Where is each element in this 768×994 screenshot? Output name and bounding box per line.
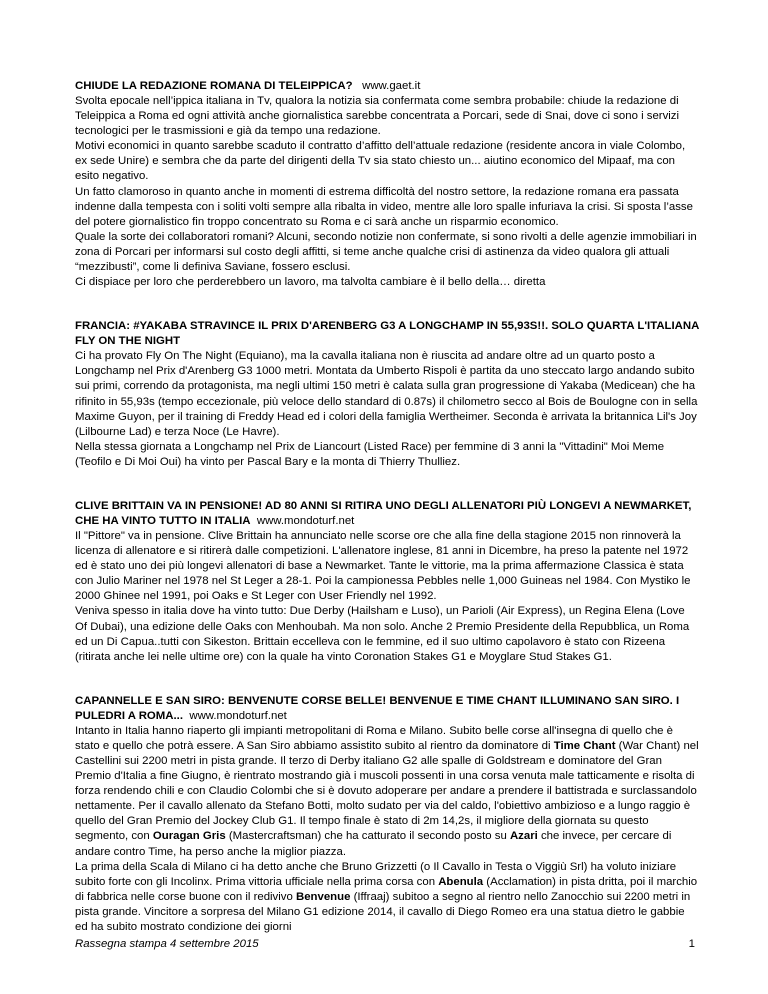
paragraph bbox=[75, 860, 699, 935]
horse-name: Abenula bbox=[438, 875, 484, 888]
text-run: (Mastercraftsman) che ha catturato il secondo posto su bbox=[225, 830, 510, 843]
paragraph: Il "Pittore" va in pensione. Clive Brittain ha annunciato nelle scorse ore che alla fine della stagione 2015 non rinnoverà la licenza di allenatore e si ritirerà dalle competizioni. L'allenatore inglese, 81 anni in Dicembre, ha preso la patente nel 1972 ed è stato uno dei più longevi allenatori di base a Newmarket. Tante le vittorie, ma la prima affermazione Classica è stata con Julio Mariner nel 1978 nel St Leger a 28-1. Poi la campionessa Pebbles nelle 1,000 Guineas nel 1984. Con Mystiko le 2000 Ghinee nel 1991, poi Oaks e St Leger con User Friendly nel 1992. bbox=[75, 529, 691, 603]
article-source: www.mondoturf.net bbox=[189, 709, 287, 722]
horse-name: Ouragan Gris bbox=[152, 830, 226, 843]
paragraph: Veniva spesso in italia dove ha vinto tutto: Due Derby (Hailsham e Luso), un Parioli (Air Express), un Regina Elena (Love Of Dubai), una edizione delle Oaks con Menhoubah. Ma non solo. Anche 2 Premio Presidente della Repubblica, un Roma ed un Di Capua..tutti con Sikeston. Brittain eccelleva con le femmine, ed il suo ultimo capolavoro è stato con Rizeena (ritirata anche lei nelle ultime ore) con la quale ha vinto Coronation Stakes G1 e Moyglare Stud Stakes G1. bbox=[75, 605, 690, 663]
page-number: 1 bbox=[688, 938, 695, 950]
horse-name: Benvenue bbox=[295, 890, 351, 903]
horse-name: Time Chant bbox=[553, 739, 616, 752]
paragraph: Ci dispiace per loro che perderebbero un lavoro, ma talvolta cambiare è il bello della… diretta bbox=[75, 276, 546, 289]
text-run: che invece, per cercare di andare contro Time, ha perso anche la miglior piazza. bbox=[75, 830, 672, 858]
article-source: www.mondoturf.net bbox=[256, 514, 355, 527]
paragraph: Quale la sorte dei collaboratori romani? Alcuni, secondo notizie non confermate, si sono rivolti a delle agenzie immobiliari in zona di Porcari per informarsi sul costo degli affitti, si teme anche qualche crisi di astinenza da video qualora gli attuali “mezzibusti”, come li definiva Saviane, fossero esclusi. bbox=[75, 230, 697, 274]
page-footer bbox=[75, 937, 695, 952]
text-run: Intanto in Italia hanno riaperto gli impianti metropolitani di Roma e Milano. Subito belle corse all'insegna di quello che è stato e quello che potrà essere. A San Siro abbiamo assistito subito al rientro da dominatore di bbox=[75, 724, 674, 752]
paragraph: Nella stessa giornata a Longchamp nel Prix de Liancourt (Listed Race) per femmine di 3 anni la "Vittadini" Moi Meme (Teofilo e Di Moi Oui) ha vinto per Pascal Bary e la monta di Thierry Thulliez. bbox=[75, 440, 665, 468]
horse-name: Azari bbox=[509, 830, 538, 843]
article-title: FRANCIA: #YAKABA STRAVINCE IL PRIX D'ARENBERG G3 A LONGCHAMP IN 55,93S!!. SOLO QUARTA L'ITALIANA FLY ON THE NIGHT bbox=[75, 320, 699, 348]
article-title bbox=[75, 694, 699, 724]
article-brittain bbox=[75, 499, 699, 665]
article-teleippica bbox=[75, 79, 699, 290]
article-yakaba bbox=[75, 319, 699, 470]
paragraph: Ci ha provato Fly On The Night (Equiano), ma la cavalla italiana non è riuscita ad andare oltre ad un quarto posto a Longchamp nel Prix d'Arenberg G3 1000 metri. Montata da Umberto Rispoli è partita da uno steccato largo andando subito sui primi, correndo da protagonista, ma negli ultimi 150 metri è calata sulla gran progressione di Yakaba (Medicean) che ha rifinito in 55,93s (tempo eccezionale, più veloce dello standard di 0.87s) il chilometro secco al Bois de Boulogne con in sella Maxime Guyon, per il training di Freddy Head ed i colori della famiglia Wertheimer. Seconda è arrivata la britannica Lil's Joy (Lilbourne Lad) e terza Noce (Le Havre). bbox=[75, 350, 698, 438]
article-title-text: CLIVE BRITTAIN VA IN PENSIONE! AD 80 ANNI SI RITIRA UNO DEGLI ALLENATORI PIÙ LONGEVI A NEWMARKET, CHE HA VINTO TUTTO IN ITALIA bbox=[75, 499, 692, 527]
article-title-text: CAPANNELLE E SAN SIRO: BENVENUTE CORSE BELLE! BENVENUE E TIME CHANT ILLUMINANO SAN SIRO. I PULEDRI A ROMA... bbox=[75, 694, 680, 722]
paragraph: Svolta epocale nell’ippica italiana in Tv, qualora la notizia sia confermata come sembra probabile: chiude la redazione di Teleippica a Roma ed ogni attività anche giornalistica sarebbe concentrata a Porcari, sede di Snai, dove ci sono i servizi tecnologici per le trasmissioni e già da tempo una redazione. bbox=[75, 95, 680, 138]
footer-title: Rassegna stampa 4 settembre 2015 bbox=[75, 938, 259, 950]
article-title-text: CHIUDE LA REDAZIONE ROMANA DI TELEIPPICA? bbox=[75, 80, 353, 92]
text-run: La prima della Scala di Milano ci ha detto anche che Bruno Grizzetti (o Il Cavallo in Testa o Viggiù Srl) ha voluto iniziare subito forte con gli Incolinx. Prima vittoria ufficiale nella prima corsa con bbox=[75, 860, 677, 888]
paragraph: Motivi economici in quanto sarebbe scaduto il contratto d’affitto dell’attuale redazione (residente ancora in viale Colombo, ex sede Unire) e sembra che da parte del dirigenti della Tv sia stato chiesto un... aiutino economico del Mipaaf, ma con esito negativo. bbox=[75, 140, 686, 183]
paragraph bbox=[75, 724, 699, 860]
article-title bbox=[75, 79, 699, 94]
article-title bbox=[75, 499, 699, 529]
text-run: (Acclamation) in pista dritta, poi il marchio di fabbrica nelle corse buone con il redivivo bbox=[75, 875, 698, 903]
paragraph: Un fatto clamoroso in quanto anche in momenti di estrema difficoltà del nostro settore, la redazione romana era passata indenne dalla tempesta con i soliti volti sempre alla ribalta in video, mentre alle loro spalle infuriava la crisi. Si sposta l’asse del potere giornalistico fin troppo concentrato su Roma e ci sarà anche un risparmio economico. bbox=[75, 185, 693, 228]
article-capannelle bbox=[75, 694, 699, 935]
article-source: www.gaet.it bbox=[362, 80, 421, 92]
text-run: (Iffraaj) subitoo a segno al rientro nello Zanocchio sui 2200 metri in pista grande. Vincitore a sorpresa del Milano G1 edizione 2014, il cavallo di Diego Romeo era una statua dietro le gabbie ed ha subito mostrato condizione dei giorni bbox=[75, 890, 691, 934]
document-page bbox=[75, 79, 699, 964]
text-run: (War Chant) nel Castellini sui 2200 metri in pista grande. Il terzo di Derby italiano G2 alle spalle di Goldstream e dominatore del Gran Premio d'Italia a fine Giugno, è rientrato mostrando già i muscoli possenti in una corsa venuta male tatticamente e risolta di forza rendendo chili e con Claudio Colombi che si è dovuto adoperare per andare a prendere il battistrada e surclassandolo nettamente. Per il cavallo allenato da Stefano Botti, molto sudato per via del caldo, l'obiettivo ambizioso e a lungo raggio è quello del Gran Premio del Jockey Club G1. Il tempo finale è stato di 2m 14,2s, il migliore della giornata su questo segmento, con bbox=[75, 739, 699, 843]
